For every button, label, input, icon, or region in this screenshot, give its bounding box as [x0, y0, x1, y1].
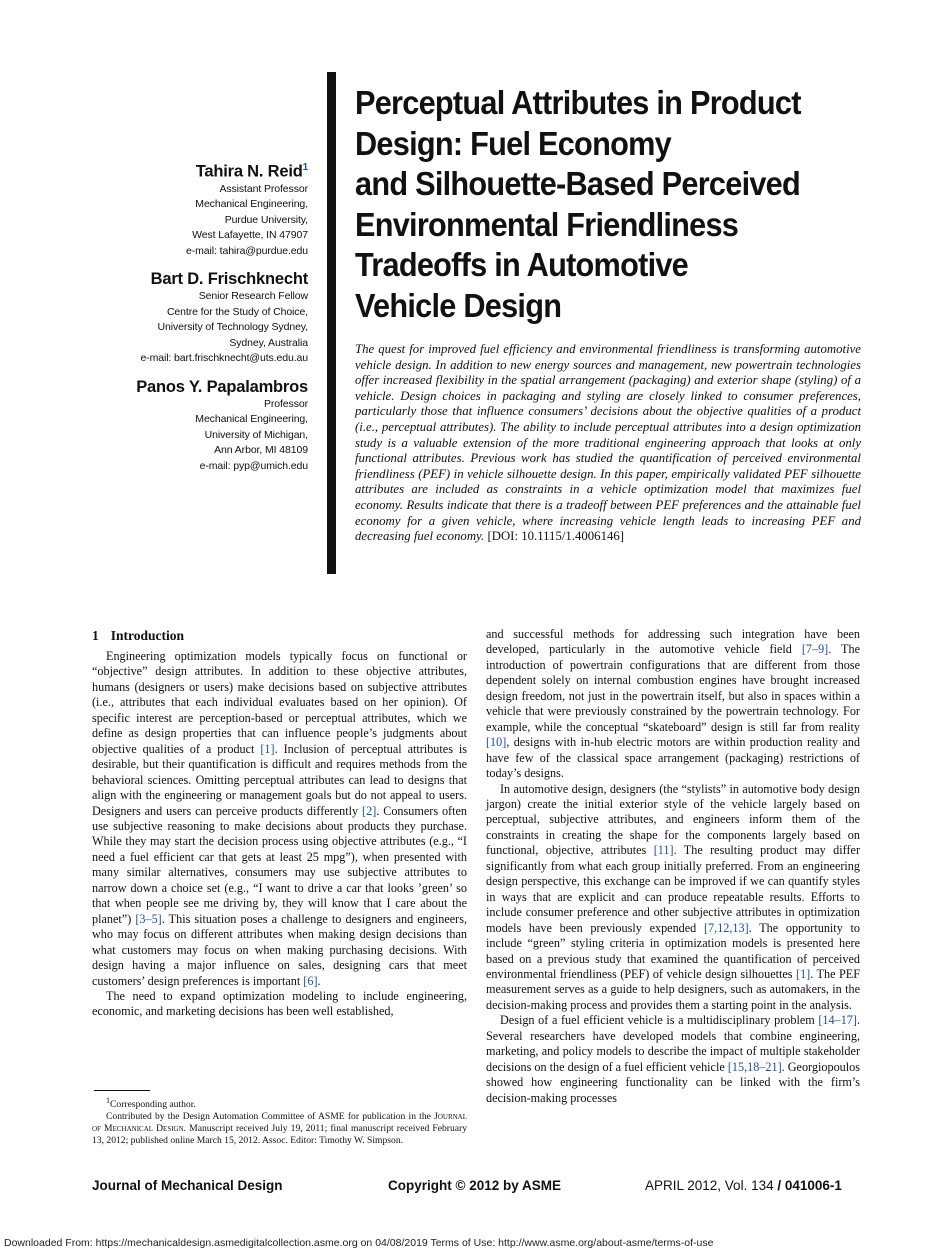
footnote-rule [94, 1090, 150, 1091]
citation-link[interactable]: [15,18–21] [727, 1059, 782, 1074]
author-affiliation-line: Ann Arbor, MI 48109 [214, 444, 308, 456]
section-heading [92, 627, 467, 645]
author-affiliation-line: Mechanical Engineering, [195, 413, 308, 425]
author-affiliation-line: West Lafayette, IN 47907 [192, 229, 308, 241]
title-line: Vehicle Design [355, 286, 562, 324]
footer-page-id: 041006-1 [784, 1178, 842, 1193]
citation-link[interactable]: [3–5] [135, 911, 162, 926]
footer-copyright: Copyright © 2012 by ASME [388, 1178, 561, 1193]
author-affiliation-line: University of Technology Sydney, [157, 321, 308, 333]
author-email: e-mail: tahira@purdue.edu [186, 244, 308, 257]
citation-link[interactable]: [7,12,13] [704, 920, 749, 935]
paper-title [355, 83, 839, 326]
author-name: Tahira N. Reid$^1$ [195, 162, 308, 181]
citation-link[interactable]: [6] [303, 973, 318, 988]
author-affiliation-line: University of Michigan, [204, 428, 308, 441]
title-line: Perceptual Attributes in Product [355, 84, 801, 121]
paragraph: In automotive design, designers (the “stylists” in automotive body design jargon) create the initial exterior style of the vehicle largely based on perceptual, subjective attributes, and engineers inform them of the constraints in creating the shape for the components largely based on functional, objective, attributes [11]. The resulting product may differ significantly from what each group initially preferred. From an engineering design perspective, this exchange can be improved if we can quantify styles in ways that are explicit and can produce repeatable results. Efforts to include consumer preference and other subjective attributes in optimization models have been previously expended [7,12,13]. The opportunity to include “green” styling criteria in optimization models is presented here based on a previous study that examined the quantification of perceived environmental friendliness (PEF) of vehicle design silhouettes [1]. The PEF measurement serves as a guide to help designers, such as automakers, in the decision-making process and provides them a starting point in the analysis. [486, 781, 860, 1012]
title-line: Tradeoffs in Automotive [355, 246, 689, 283]
author-name: Panos Y. Papalambros [136, 377, 308, 396]
title-accent-bar [327, 72, 336, 574]
doi: [DOI: 10.1115/1.4006146] [487, 529, 625, 544]
author-affiliation-line: Centre for the Study of Choice, [166, 305, 308, 318]
author-affiliation-line: Assistant Professor [219, 182, 308, 195]
citation-link[interactable]: [2] [362, 803, 377, 818]
footnote: $^1$Corresponding author. [106, 1096, 196, 1111]
citation-link[interactable]: [7–9] [801, 642, 829, 657]
section-title: Introduction [110, 628, 185, 643]
footer-issue: APRIL 2012, Vol. 134 / 041006-1 [645, 1178, 842, 1193]
author-email: e-mail: pyp@umich.edu [199, 459, 308, 472]
title-line: and Silhouette-Based Perceived [355, 165, 801, 202]
author-name: Bart D. Frischknecht [150, 270, 308, 288]
corresponding-author-marker[interactable]: 1 [302, 162, 308, 173]
author-affiliation-line: Professor [263, 397, 308, 410]
paragraph: and successful methods for addressing such integration have been developed, particularly in the automotive vehicle field [7–9]. The introduction of powertrain configurations that are different from those dependent solely on internal combustion engines have brought increased design freedom, not just in the powertrain itself, but also in spaces within a vehicle that were previously constrained by the powertrain technology. For example, while the conceptual “skateboard” design is still far from reality [10], designs with in-hub electric motors are within production reality and have few of the classical space arrangement (packaging) restrictions of today’s designs. [486, 627, 860, 781]
author-frischknecht [90, 269, 308, 367]
author-affiliation-line: Mechanical Engineering, [195, 198, 308, 210]
abstract-text: The quest for improved fuel efficiency and environmental friendliness is transforming automotive vehicle design. In addition to new energy sources and management, new powertrain technologies offer increased flexibility in the spatial arrangement (packaging) and exterior shape (styling) of a vehicle. Design choices in packaging and styling are closely linked to consumer preferences, particularly those that influence consumers’ decisions about the objective qualities of a product (i.e., perceptual attributes). The ability to include perceptual attributes into a design optimization study is a valuable extension of the more traditional engineering approach that looks at only functional attributes. Previous work has studied the quantification of perceived environmental friendliness (PEF) in vehicle silhouette design. In this paper, empirically validated PEF silhouette attributes are included as constraints in a vehicle optimization model that maximizes fuel economy. Results indicate that there is a tradeoff between PEF preferences and the attainable fuel economy for a given vehicle, where increasing vehicle length leads to increasing PEF and decreasing fuel economy. [355, 342, 861, 544]
citation-link[interactable]: [1] [796, 966, 811, 981]
abstract [355, 342, 861, 545]
author-list [90, 158, 308, 484]
author-affiliation-line: Purdue University, [224, 213, 308, 226]
right-column [486, 627, 860, 1106]
author-affiliation-line: Sydney, Australia [229, 336, 308, 349]
paragraph: Design of a fuel efficient vehicle is a multidisciplinary problem [14–17]. Several researchers have developed models that combine engineering, marketing, and policy models to describe the impact of multiple stakeholder decisions on the design of a fuel efficient vehicle [15,18–21]. Georgiopoulos showed how engineering functionality can be linked with the firm’s decision-making processes [486, 1013, 860, 1105]
citation-link[interactable]: [10] [486, 735, 507, 750]
author-email: e-mail: bart.frischknecht@uts.edu.au [140, 352, 308, 364]
author-reid [90, 158, 308, 259]
footnote: Contributed by the Design Automation Committee of ASME for publication in the Journal of Mechanical Design. Manuscript received July 19, 2011; final manuscript received February 13, 2012; published online March 15, 2012. Assoc. Editor: Timothy W. Simpson. [92, 1111, 467, 1147]
title-line: Design: Fuel Economy [355, 124, 671, 162]
footnotes [92, 1095, 467, 1147]
author-papalambros [90, 377, 308, 475]
author-affiliation-line: Senior Research Fellow [198, 290, 308, 302]
title-line: Environmental Friendliness [355, 205, 739, 243]
download-notice: Downloaded From: https://mechanicaldesign.asmedigitalcollection.asme.org on 04/08/2019 Terms of Use: http://www.asme.org/about-asme/terms-of-use [4, 1237, 714, 1249]
left-column [92, 627, 467, 1020]
paragraph: Engineering optimization models typically focus on functional or “objective” design attributes. In addition to these objective attributes, humans (designers or users) make decisions based on subjective attributes (i.e., attributes that each individual evaluates based on her opinion). Of specific interest are perception-based or perceptual attributes, which we define as design properties that can influence people’s judgments about objective qualities of a product [1]. Inclusion of perceptual attributes is desirable, but their quantification is difficult and requires methods from the behavioral sciences. Omitting perceptual attributes can lead to designs that align with the engineering or management goals but do not appeal to users. Designers and users can perceive products differently [2]. Consumers often use subjective reasoning to make decisions about products they purchase. While they may start the decision process using objective attributes (e.g., “I need a fuel efficient car that gets at least 25 mpg”), when presented with many similar alternatives, consumers may use subjective attributes to narrow down a choice set (e.g., “I want to drive a car that looks ’green’ so that when people see me driving by, they will know that I care about the planet”) [3–5]. This situation poses a challenge to designers and engineers, who may focus on different attributes when making design decisions than what customers may focus on when making purchasing decisions. With design having a major influence on sales, designing cars that meet customers’ design preferences is important [6]. [92, 649, 468, 988]
citation-link[interactable]: [1] [260, 741, 275, 756]
section-number: 1 [92, 628, 99, 643]
citation-link[interactable]: [11] [653, 843, 674, 858]
paragraph: The need to expand optimization modeling to include engineering, economic, and marketing decisions has been well established, [92, 988, 467, 1019]
footer-journal-name: Journal of Mechanical Design [92, 1178, 283, 1193]
citation-link[interactable]: [14–17] [818, 1013, 857, 1028]
